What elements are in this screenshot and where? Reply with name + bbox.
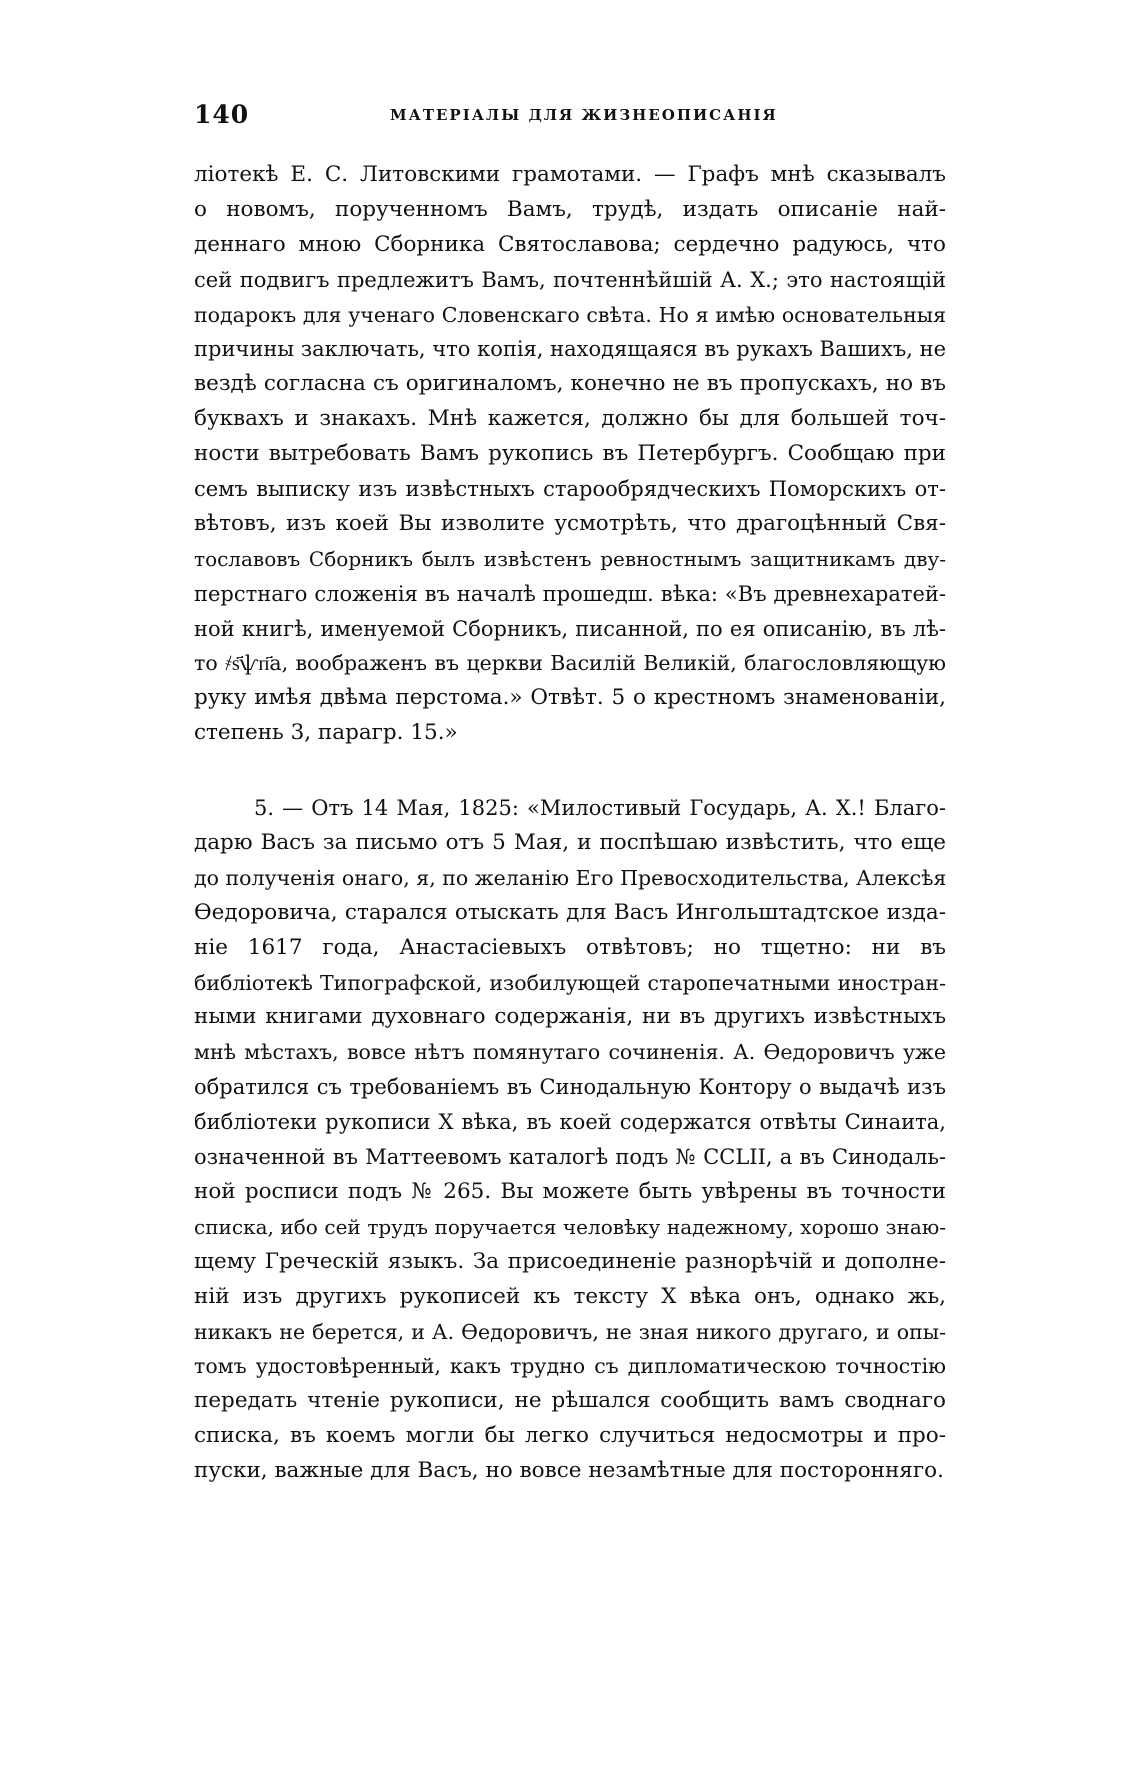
text-line: библіотекѣ Типографской, изобилующей старопечатными иностран- <box>194 970 946 995</box>
page-number: 140 <box>194 100 250 129</box>
paragraph-gap <box>194 751 946 791</box>
text-line: руку имѣя двѣма перстома.» Отвѣт. 5 о крестномъ знаменованіи, <box>194 685 946 711</box>
text-line: подарокъ для ученаго Словенскаго свѣта. Но я имѣю основательныя <box>194 302 946 327</box>
text-line: никакъ не берется, и А. Ѳедоровичъ, не зная никого другаго, и опы- <box>194 1319 946 1344</box>
text-line: о новомъ, порученномъ Вамъ, трудѣ, издать описаніе най- <box>194 196 946 222</box>
text-line: ліотекѣ Е. С. Литовскими грамотами. — Графъ мнѣ сказывалъ <box>194 162 946 187</box>
text-line: ными книгами духовнаго содержанія, ни въ другихъ извѣстныхъ <box>194 1004 946 1030</box>
text-line: семъ выписку изъ извѣстныхъ старообрядческихъ Поморскихъ от- <box>194 477 946 502</box>
text-line: ной книгѣ, именуемой Сборникъ, писанной, по ея описанію, въ лѣ- <box>194 616 946 641</box>
text-line: щему Греческій языкъ. За присоединеніе разнорѣчій и дополне- <box>194 1248 946 1274</box>
text-line: 5. — Отъ 14 Мая, 1825: «Милостивый Государь, А. Х.! Благо- <box>254 796 946 821</box>
body-text <box>194 158 946 1489</box>
text-line: причины заключать, что копія, находящаяся въ рукахъ Вашихъ, не <box>194 337 946 362</box>
text-line: сей подвигъ предлежитъ Вамъ, почтеннѣйшій А. Х.; это настоящій <box>194 267 946 292</box>
text-line: до полученія онаго, я, по желанію Его Превосходительства, Алексѣя <box>194 865 946 890</box>
text-line: означенной въ Маттеевомъ каталогѣ подъ № CCLII, а въ Синодаль- <box>194 1145 946 1170</box>
text-line: передать чтеніе рукописи, не рѣшался сообщить вамъ своднаго <box>194 1388 946 1414</box>
text-line: дарю Васъ за письмо отъ 5 Мая, и поспѣшаю извѣстить, что еще <box>194 830 946 856</box>
text-line: библіотеки рукописи Х вѣка, въ коей содержатся отвѣты Синаита, <box>194 1110 946 1135</box>
text-line: списка, ибо сей трудъ поручается человѣку надежному, хорошо знаю- <box>194 1214 946 1239</box>
text-line: вездѣ согласна съ оригиналомъ, конечно не въ пропускахъ, но въ <box>194 371 946 397</box>
text-line: Ѳедоровича, старался отыскать для Васъ Ингольштадтское изда- <box>194 899 946 925</box>
running-head <box>194 100 944 132</box>
text-line: обратился съ требованіемъ въ Синодальную Контору о выдачѣ изъ <box>194 1075 946 1100</box>
text-line: буквахъ и знакахъ. Мнѣ кажется, должно бы для большей точ- <box>194 406 946 432</box>
text-line: мнѣ мѣстахъ, вовсе нѣтъ помянутаго сочиненія. А. Ѳедоровичъ уже <box>194 1040 946 1065</box>
text-line: списка, въ коемъ могли бы легко случиться недосмотры и про- <box>194 1423 946 1449</box>
text-line: ній изъ другихъ рукописей къ тексту Х вѣка онъ, однако жь, <box>194 1283 946 1309</box>
paragraph-1 <box>194 158 946 751</box>
text-line: томъ удостовѣренный, какъ трудно съ дипломатическою точностію <box>194 1354 946 1379</box>
text-line: ной росписи подъ № 265. Вы можете быть увѣрены въ точности <box>194 1178 946 1204</box>
text-line: степень 3, парагр. 15.» <box>194 720 458 746</box>
running-title: МАТЕРІАЛЫ ДЛЯ ЖИЗНЕОПИСАНІЯ <box>390 106 778 124</box>
text-line: перстнаго сложенія въ началѣ прошедш. вѣка: «Въ древнехаратей- <box>194 581 946 606</box>
text-line: пуски, важные для Васъ, но вовсе незамѣтные для посторонняго. <box>194 1458 944 1484</box>
paragraph-2 <box>194 791 946 1489</box>
text-line: ніе 1617 года, Анастасіевыхъ отвѣтовъ; но тщетно: ни въ <box>194 934 946 960</box>
text-line: ности вытребовать Вамъ рукопись въ Петербургъ. Сообщаю при <box>194 441 946 467</box>
text-line: то ҂ѕ҃ѱп҃а, воображенъ въ церкви Василій Великій, благословляющую <box>194 651 946 676</box>
text-line: тославовъ Сборникъ былъ извѣстенъ ревностнымъ защитникамъ дву- <box>194 546 946 571</box>
text-line: деннаго мною Сборника Святославова; сердечно радуюсь, что <box>194 231 946 257</box>
text-line: вѣтовъ, изъ коей Вы изволите усмотрѣть, что драгоцѣнный Свя- <box>194 510 946 536</box>
